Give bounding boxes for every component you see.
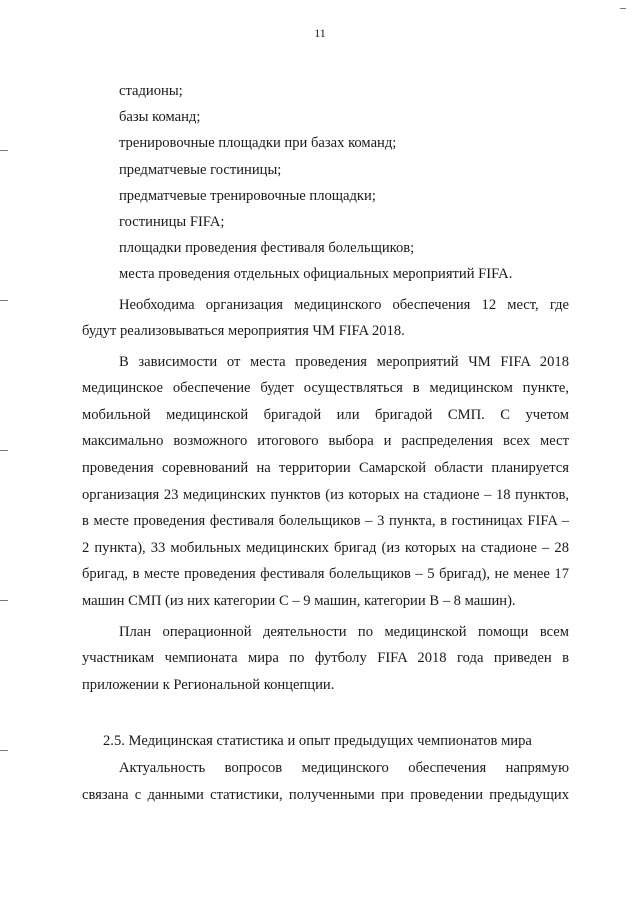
- scan-margin-mark: [0, 750, 8, 751]
- list-item: предматчевые тренировочные площадки;: [119, 187, 376, 204]
- list-item: стадионы;: [119, 83, 183, 99]
- scan-margin-mark: [620, 8, 626, 9]
- section-heading: 2.5. Медицинская статистика и опыт предыдущих чемпионатов мира: [103, 733, 532, 750]
- paragraph-text: участникам чемпионата мира по футболу FIFA 2018 года приведен в приложении к Региональной концепции.: [82, 650, 569, 693]
- list-item: базы команд;: [119, 109, 201, 126]
- scan-margin-mark: [0, 150, 8, 151]
- list-item: места проведения отдельных официальных мероприятий FIFA.: [119, 266, 513, 283]
- list-item: предматчевые гостиницы;: [119, 161, 282, 178]
- list-item: тренировочные площадки при базах команд;: [119, 135, 397, 152]
- document-body: [82, 78, 569, 808]
- scan-margin-mark: [0, 600, 8, 601]
- paragraph-text: связана с данными статистики, полученными при проведении предыдущих: [82, 786, 569, 803]
- paragraph-first-line: План операционной деятельности по медицинской помощи всем: [119, 623, 569, 640]
- paragraph-first-line: Необходима организация медицинского обеспечения 12 мест, где: [119, 296, 569, 313]
- paragraph-text: медицинское обеспечение будет осуществляться в медицинском пункте, мобильной медицинской бригадой или бригадой СМП. С учетом максимально возможного итогового выбора и распределения всех мест проведения соревнований на территории Самарской области планируется организация 23 медицинских пунктов (из которых на стадионе – 18 пунктов, в месте проведения фестиваля болельщиков – 3 пункта, в гостиницах FIFA – 2 пункта), 33 мобильных медицинских бригад (из которых на стадионе – 28 бригад, в месте проведения фестиваля болельщиков – 5 бригад), не менее 17 машин СМП (из них категории С – 9 машин, категории В – 8 машин).: [82, 380, 569, 610]
- page-number: 11: [314, 26, 326, 40]
- scan-margin-mark: [0, 300, 8, 301]
- list-item: гостиницы FIFA;: [119, 213, 225, 230]
- paragraph-first-line: Актуальность вопросов медицинского обеспечения напрямую: [119, 760, 569, 776]
- scan-margin-mark: [0, 450, 8, 451]
- paragraph-text: будут реализовываться мероприятия ЧМ FIFA 2018.: [82, 323, 405, 340]
- paragraph-first-line: В зависимости от места проведения мероприятий ЧМ FIFA 2018: [119, 353, 569, 370]
- list-item: площадки проведения фестиваля болельщиков;: [119, 240, 415, 257]
